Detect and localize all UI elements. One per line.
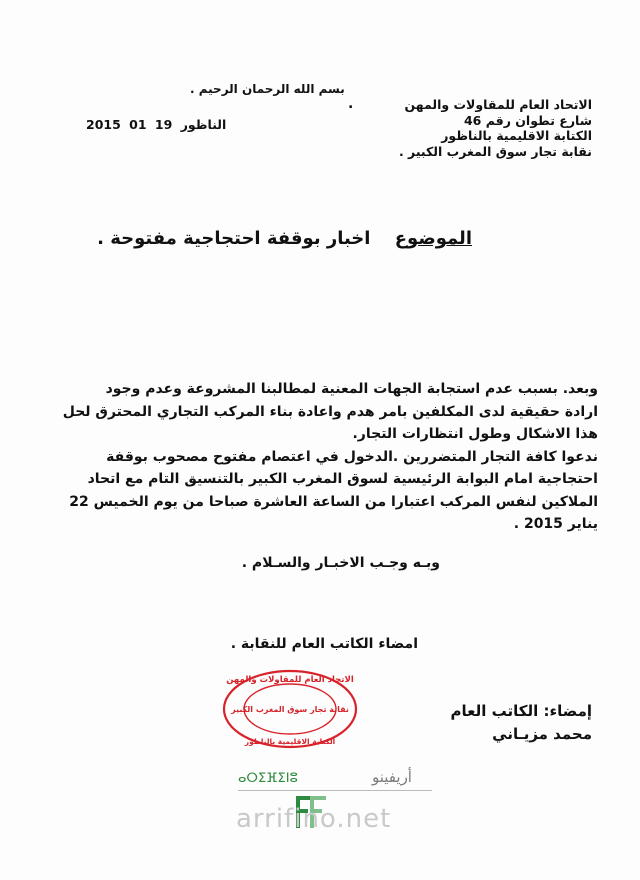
letterhead-line: الكتابة الاقليمية بالناظور: [441, 128, 592, 143]
subject-text: اخبار بوقفة احتجاجية مفتوحة .: [97, 228, 371, 249]
body-line: ندعوا كافة التجار المتضررين .الدخول في اعتصام مفتوح مصحوب بوقفة: [106, 448, 598, 465]
body-line: الملاكين لنفس المركب اعتبارا من الساعة العاشرة صباحا من يوم الخميس 22: [69, 493, 598, 510]
signature-caption: امضاء الكاتب العام للنقابة .: [230, 636, 418, 652]
union-stamp: [220, 668, 360, 750]
watermark-tifinagh: ⴰⵔⵉⴼⵉⵏⵓ: [238, 771, 298, 786]
subject-line: [97, 228, 472, 249]
body-line: احتجاجية امام البوابة الرئيسية لسوق المغرب الكبير بالتنسيق التام مع اتحاد: [87, 471, 598, 487]
letterhead-line: نقابة تجار سوق المغرب الكبير .: [398, 143, 592, 159]
signer-title: إمضاء: الكاتب العام: [450, 702, 592, 720]
date-day: 19: [154, 117, 173, 132]
watermark-divider: [238, 790, 432, 791]
signer-name: محمد مزيـاني: [492, 725, 592, 743]
body-line: ارادة حقيقية لدى المكلفين بامر هدم واعادة بناء المركب التجاري المحترق لحل: [62, 403, 598, 420]
letterhead: [399, 97, 592, 159]
subject-label: الموضوع: [394, 228, 472, 249]
body-line: يناير 2015 .: [513, 516, 598, 532]
letter-body: [38, 378, 598, 536]
watermark-site: arrifino.net: [236, 804, 392, 834]
body-line: هذا الاشكال وطول انتظارات التجار.: [352, 426, 598, 442]
watermark-arabic: أريفينو: [372, 768, 412, 786]
header-dot: .: [348, 96, 354, 112]
letterhead-line: شارع تطوان رقم 46: [463, 112, 592, 128]
stamp-text-bottom: الكتابة الاقليمية بالناظور: [244, 737, 336, 746]
stamp-text-outer: الاتحاد العام للمقاولات والمهن: [226, 675, 354, 685]
letterhead-line: الاتحاد العام للمقاولات والمهن: [404, 97, 592, 112]
signer-block: [451, 700, 592, 746]
body-line: وبعد. بسبب عدم استجابة الجهات المعنية لمطالبنا المشروعة وعدم وجود: [105, 381, 598, 397]
date-city: الناظور: [180, 117, 227, 132]
stamp-text-center: نقابة تجار سوق المغرب الكبير: [231, 705, 349, 714]
date-year: 2015: [86, 117, 121, 132]
basmala: بسم الله الرحمان الرحيم .: [190, 82, 345, 96]
closing-line: وبـه وجـب الاخبـار والسـلام .: [241, 555, 440, 571]
date-month: 01: [129, 117, 147, 132]
letter-date: [84, 117, 228, 132]
